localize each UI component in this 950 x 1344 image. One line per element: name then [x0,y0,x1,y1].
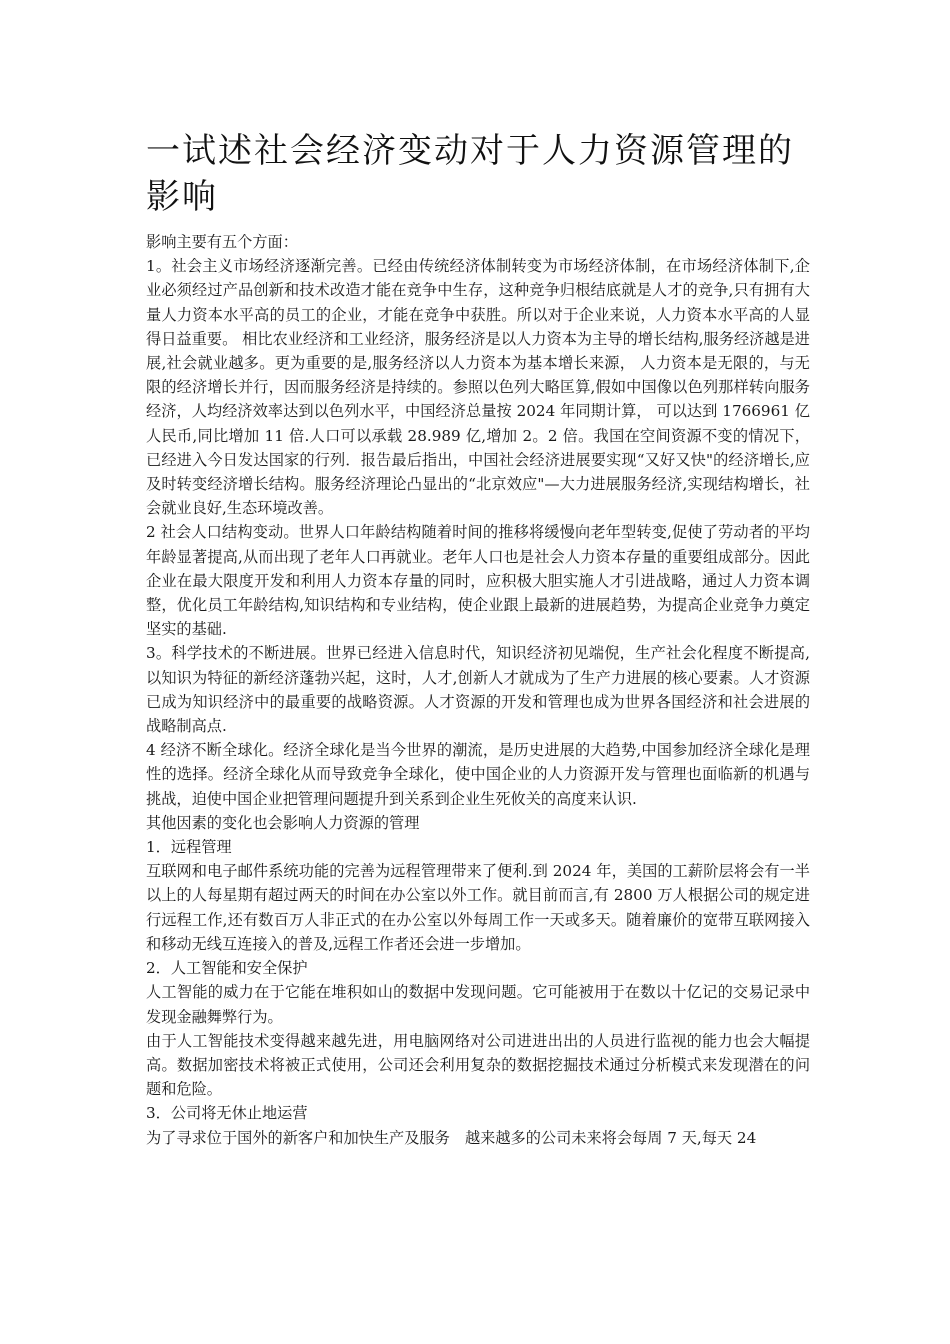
paragraph-science-technology: 3。科学技术的不断进展。世界已经进入信息时代，知识经济初见端倪，生产社会化程度不断提高,以知识为特征的新经济蓬勃兴起，这时，人才,创新人才就成为了生产力进展的核心要素。人才资源已成为知识经济中的最重要的战略资源。人才资源的开发和管理也成为世界各国经济和社会进展的战略制高点. [146,644,810,736]
paragraph-ai-monitoring: 由于人工智能技术变得越来越先进，用电脑网络对公司进进出出的人员进行监视的能力也会大幅提高。数据加密技术将被正式使用，公司还会利用复杂的数据挖掘技术通过分析模式来发现潜在的问题和危险。 [146,1031,810,1099]
paragraph-nonstop-operation: 为了寻求位于国外的新客户和加快生产及服务 越来越多的公司未来将会每周 7 天,每天 24 [146,1128,757,1147]
paragraph-population-structure: 2 社会人口结构变动。世界人口年龄结构随着时间的推移将缓慢向老年型转变,促使了劳动者的平均年龄显著提高,从而出现了老年人口再就业。老年人口也是社会人力资本存量的重要组成部分。因此企业在最大限度开发和利用人力资本存量的同时，应积极大胆实施人才引进战略，通过人力资本调整，优化员工年龄结构,知识结构和专业结构，使企业跟上最新的进展趋势，为提高企业竞争力奠定坚实的基础. [146,523,810,639]
paragraph-ai-power: 人工智能的威力在于它能在堆积如山的数据中发现问题。它可能被用于在数以十亿记的交易记录中发现金融舞弊行为。 [146,983,810,1026]
heading-remote-management: 1．远程管理 [146,838,232,857]
heading-ai-security: 2．人工智能和安全保护 [146,959,308,978]
document-page [146,128,810,1150]
paragraph-remote-management: 互联网和电子邮件系统功能的完善为远程管理带来了便利.到 2024 年，美国的工薪阶层将会有一半以上的人每星期有超过两天的时间在办公室以外工作。就目前而言,有 2800 万人根据公司的规定进行远程工作,还有数百万人非正式的在办公室以外每周工作一天或多天。随着廉价的宽带互联网接入和移动无线互连接入的普及,远程工作者还会进一步增加。 [146,862,810,953]
paragraph-other-factors: 其他因素的变化也会影响人力资源的管理 [146,813,420,832]
heading-nonstop-operation: 3．公司将无休止地运营 [146,1104,308,1123]
document-title: 一试述社会经济变动对于人力资源管理的影响 [146,131,794,217]
paragraph-intro: 影响主要有五个方面： [146,233,298,251]
paragraph-market-economy: 1。社会主义市场经济逐渐完善。已经由传统经济体制转变为市场经济体制，在市场经济体制下,企业必须经过产品创新和技术改造才能在竞争中生存，这种竞争归根结底就是人才的竞争,只有拥有大量人力资本水平高的员工的企业，才能在竞争中获胜。所以对于企业来说，人力资本水平高的人显得日益重要。 相比农业经济和工业经济，服务经济是以人力资本为主导的增长结构,服务经济越是进展,社会就业越多。更为重要的是,服务经济以人力资本为基本增长来源， 人力资本是无限的，与无限的经济增长并行，因而服务经济是持续的。参照以色列大略匡算,假如中国像以色列那样转向服务经济，人均经济效率达到以色列水平，中国经济总量按 2024 年同期计算， 可以达到 1766961 亿人民币,同比增加 11 倍.人口可以承载 28.989 亿,增加 2。2 倍。我国在空间资源不变的情况下，已经进入今日发达国家的行列．报告最后指出，中国社会经济进展要实现“又好又快"的经济增长,应及时转变经济增长结构。服务经济理论凸显出的“北京效应"—大力进展服务经济,实现结构增长，社会就业良好,生态环境改善。 [146,257,810,518]
paragraph-globalization: 4 经济不断全球化。经济全球化是当今世界的潮流，是历史进展的大趋势,中国参加经济全球化是理性的选择。经济全球化从而导致竞争全球化，使中国企业的人力资源开发与管理也面临新的机遇与挑战，迫使中国企业把管理问题提升到关系到企业生死攸关的高度来认识. [146,741,810,808]
